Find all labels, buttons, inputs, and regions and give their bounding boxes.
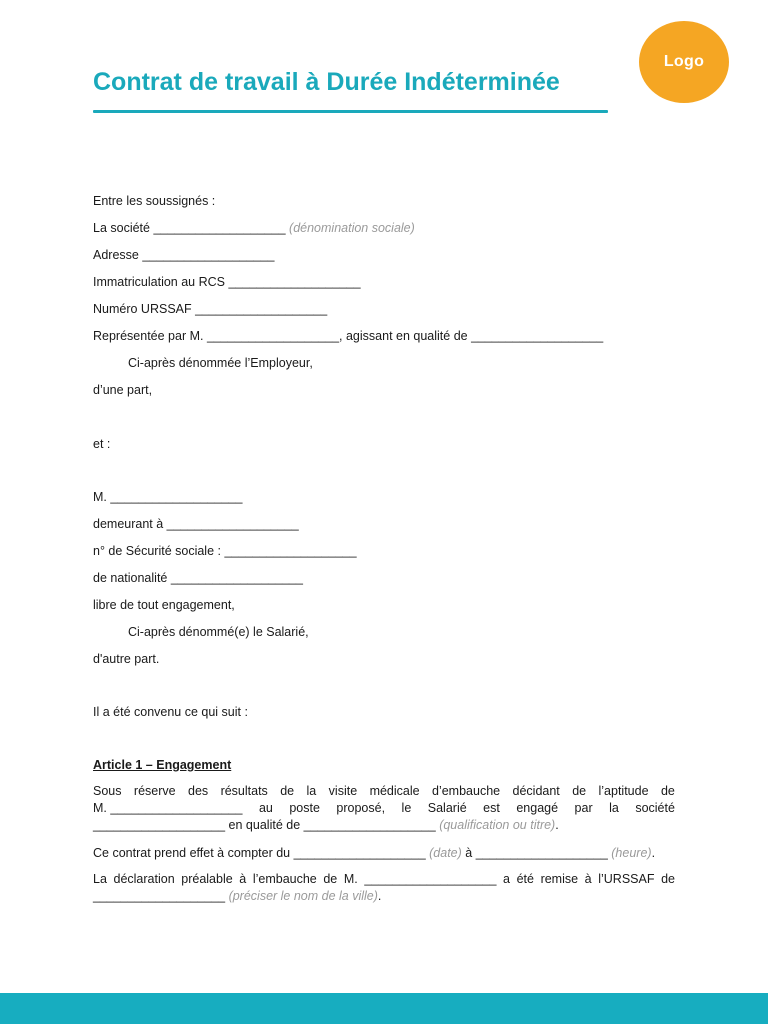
word: la (609, 801, 619, 815)
p2-hint-heure: (heure) (611, 846, 652, 860)
salarie-line: Ci-après dénommé(e) le Salarié, (128, 625, 309, 639)
secu-line: n° de Sécurité sociale : ___________________ (93, 544, 357, 558)
p2-end: . (651, 846, 656, 860)
paragraph-1-line-2 (93, 800, 675, 817)
word: des (188, 784, 209, 798)
p2-text-1: Ce contrat prend effet à compter du ___________________ (93, 846, 430, 860)
word: résultats (220, 784, 268, 798)
word: à (584, 872, 592, 886)
word: Salarié (427, 801, 467, 815)
paragraph-3-line-2 (93, 888, 675, 905)
word: ___________________ (364, 872, 497, 886)
societe-hint: (dénomination sociale) (289, 221, 415, 235)
p2-text-2: à ___________________ (461, 846, 612, 860)
word: réserve (133, 784, 176, 798)
word: M. ___________________ (93, 801, 243, 815)
p1-line3-text: ___________________ en qualité de ___________________ (93, 818, 440, 832)
word: de (661, 872, 675, 886)
word: décidant (512, 784, 560, 798)
representee-line: Représentée par M. ___________________, agissant en qualité de ___________________ (93, 329, 604, 343)
word: est (483, 801, 500, 815)
word: été (516, 872, 534, 886)
paragraph-3-line-1 (93, 871, 675, 888)
logo-badge (639, 21, 729, 103)
dune-part-line: d’une part, (93, 383, 153, 397)
paragraph-1-line-1 (93, 783, 675, 800)
word: M. (343, 872, 358, 886)
monsieur-line: M. ___________________ (93, 490, 243, 504)
word: la (306, 784, 317, 798)
footer-band (0, 993, 768, 1024)
word: La (93, 872, 107, 886)
word: poste (289, 801, 320, 815)
word: préalable (181, 872, 233, 886)
p3-line2-hint: (préciser le nom de la ville) (228, 889, 378, 903)
word: remise (540, 872, 579, 886)
article-1-paragraph-1 (93, 783, 675, 834)
p2-hint-date: (date) (429, 846, 462, 860)
adresse-line: Adresse ___________________ (93, 248, 275, 262)
article-1-heading: Article 1 – Engagement (93, 758, 232, 772)
word: proposé, (336, 801, 386, 815)
societe-line (93, 220, 415, 236)
word: d’embauche (432, 784, 501, 798)
urssaf-line: Numéro URSSAF ___________________ (93, 302, 328, 316)
article-1-paragraph-3 (93, 871, 675, 905)
nationalite-line: de nationalité ___________________ (93, 571, 303, 585)
demeurant-line: demeurant à ___________________ (93, 517, 299, 531)
word: de (323, 872, 338, 886)
article-1-paragraph-2 (93, 845, 655, 861)
societe-text: La société ___________________ (93, 221, 286, 235)
p3-line2-text: ___________________ (93, 889, 229, 903)
word: engagé (516, 801, 559, 815)
libre-line: libre de tout engagement, (93, 598, 235, 612)
word: de (280, 784, 295, 798)
paragraph-1-line-3 (93, 817, 675, 834)
word: société (635, 801, 675, 815)
word: à (239, 872, 247, 886)
dautre-part-line: d'autre part. (93, 652, 160, 666)
word: médicale (369, 784, 420, 798)
logo-label: Logo (663, 53, 705, 70)
rcs-line: Immatriculation au RCS ___________________ (93, 275, 361, 289)
word: par (574, 801, 593, 815)
title-underline (93, 110, 608, 113)
p1-line3-hint: (qualification ou titre) (439, 818, 556, 832)
word: de (660, 784, 675, 798)
p3-line2-end: . (377, 889, 382, 903)
intro-line: Entre les soussignés : (93, 194, 216, 208)
word: Sous (93, 784, 122, 798)
word: l’URSSAF (598, 872, 655, 886)
document-title: Contrat de travail à Durée Indéterminée (93, 68, 560, 96)
p1-line3-end: . (555, 818, 559, 832)
word: de (572, 784, 587, 798)
convenu-line: Il a été convenu ce qui suit : (93, 705, 248, 719)
word: l’aptitude (598, 784, 649, 798)
word: visite (328, 784, 358, 798)
word: le (401, 801, 412, 815)
word: a (503, 872, 510, 886)
word: déclaration (113, 872, 175, 886)
employeur-line: Ci-après dénommée l’Employeur, (128, 356, 313, 370)
et-line: et : (93, 437, 111, 451)
word: l’embauche (252, 872, 317, 886)
word: au (258, 801, 273, 815)
